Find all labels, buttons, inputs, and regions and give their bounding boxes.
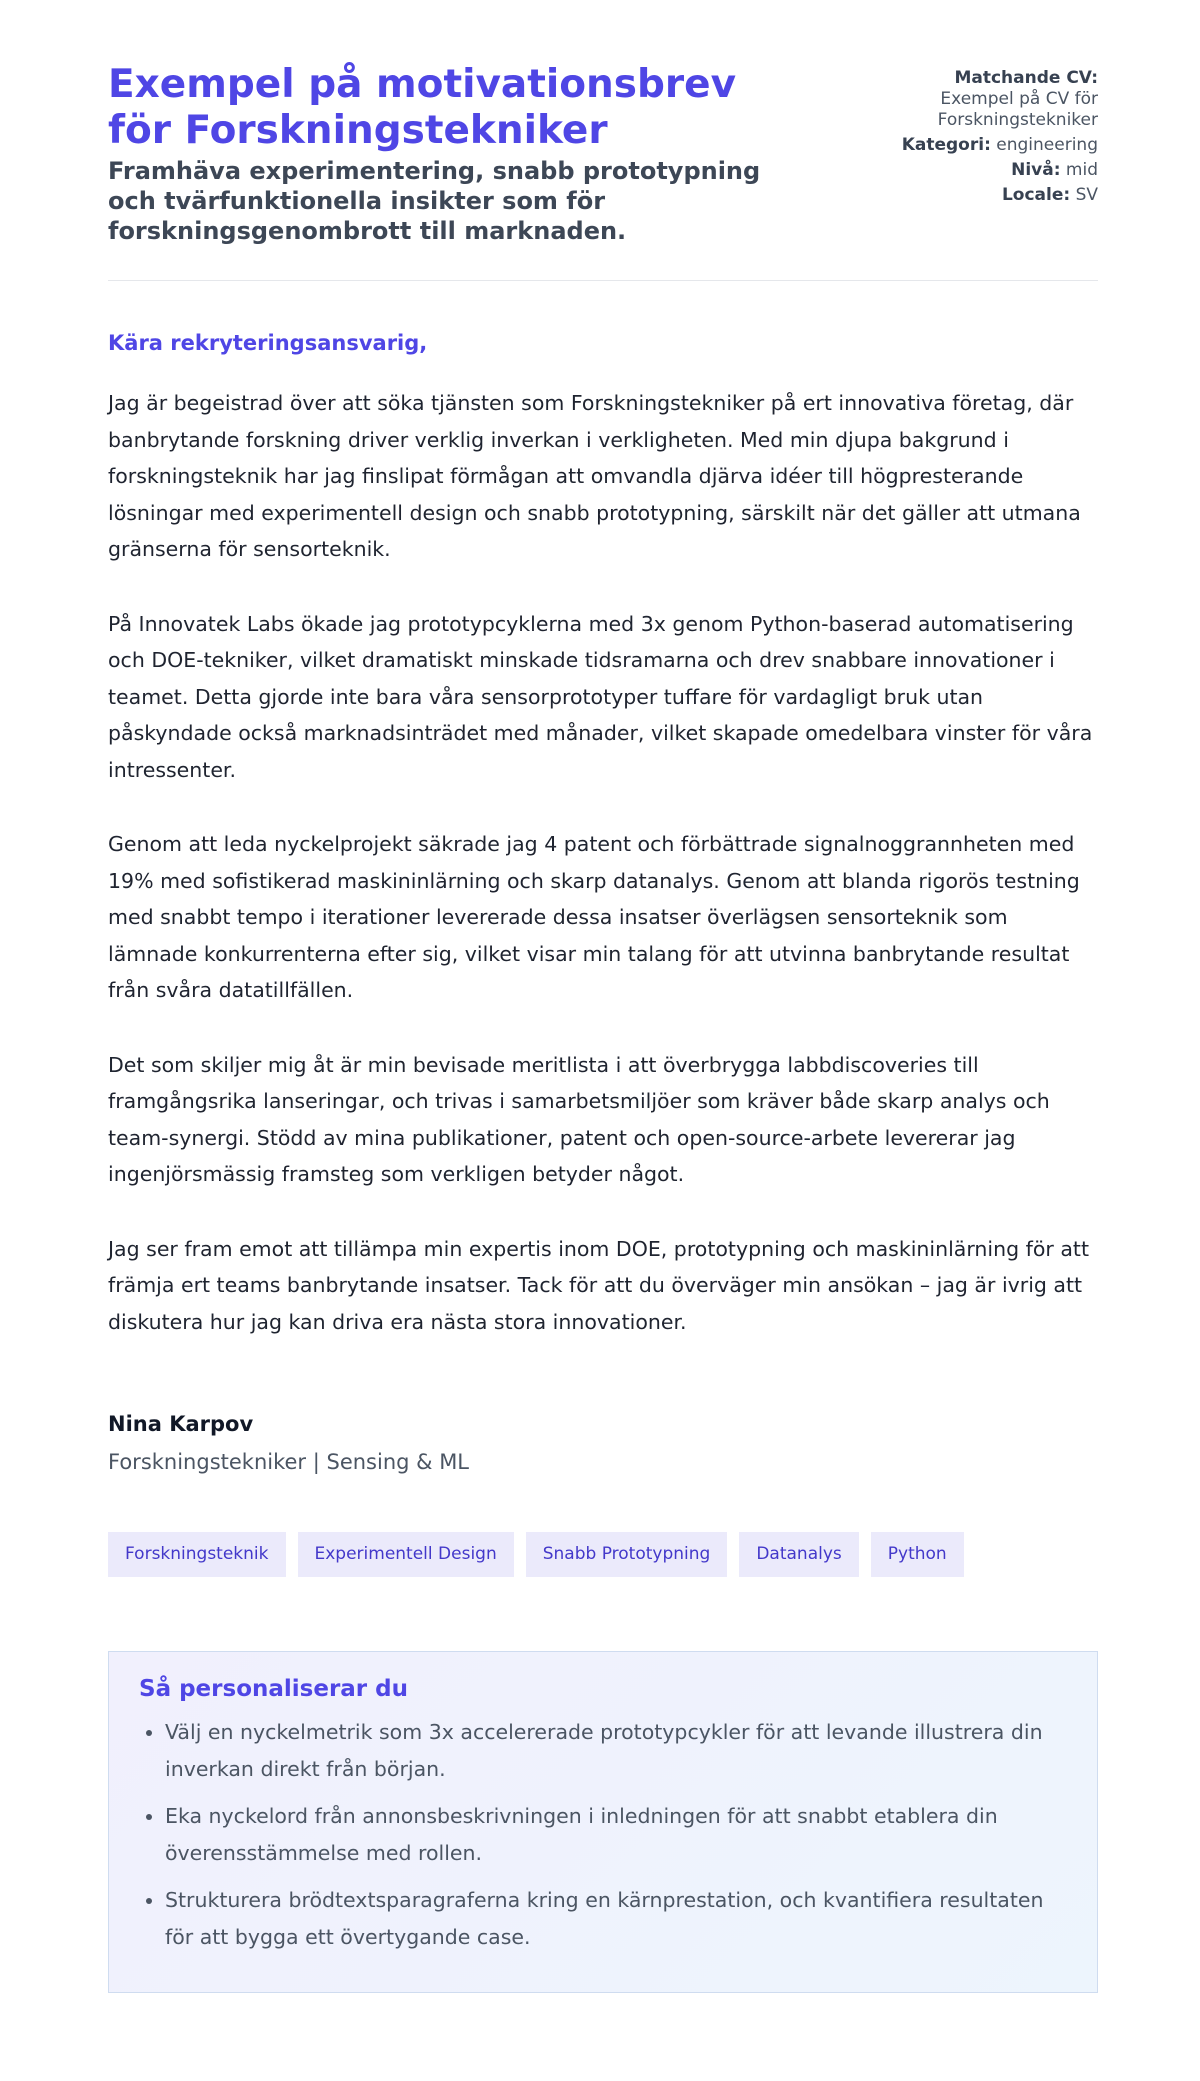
page-subtitle: Framhäva experimentering, snabb prototypning och tvärfunktionella insikter som för forskningsgenombrott till marknaden. bbox=[108, 157, 761, 245]
tag: Forskningsteknik bbox=[108, 1532, 286, 1577]
tip-item: • Strukturera brödtextsparagraferna kring en kärnprestation, och kvantifiera resultaten för att bygga ett övertygande case. bbox=[165, 1882, 1067, 1956]
header bbox=[108, 62, 1098, 281]
tag: Snabb Prototypning bbox=[526, 1532, 728, 1577]
paragraph: Det som skiljer mig åt är min bevisade meritlista i att överbrygga labbdiscoveries till framgångsrika lanseringar, och trivas i samarbetsmiljöer som kräver både skarp analys och team-synergi. Stödd av mina publikationer, patent och open-source-arbete levererar jag ingenjörsmässig framsteg som verkligen betyder något. bbox=[108, 1052, 1050, 1186]
level-label: Nivå: bbox=[1011, 160, 1061, 180]
locale-label: Locale: bbox=[1001, 185, 1071, 205]
tips-title: Så personaliserar du bbox=[139, 1676, 408, 1702]
skill-tags bbox=[108, 1532, 1098, 1577]
category-label: Kategori: bbox=[901, 135, 991, 155]
personalization-tips bbox=[108, 1651, 1098, 1993]
signature-name: Nina Karpov bbox=[108, 1412, 254, 1436]
greeting: Kära rekryteringsansvarig, bbox=[108, 331, 428, 355]
tag: Datanalys bbox=[739, 1532, 858, 1577]
cover-letter-page bbox=[108, 62, 1098, 1993]
cv-label: Matchande CV: bbox=[954, 68, 1098, 88]
meta-panel bbox=[805, 68, 1098, 210]
paragraph: Jag ser fram emot att tillämpa min expertis inom DOE, prototypning och maskininlärning för att främja ert teams banbrytande insatser. Tack för att du överväger min ansökan – jag är ivrig att diskutera hur jag kan driva era nästa stora innovationer. bbox=[108, 1236, 1089, 1334]
tip-item: • Eka nyckelord från annonsbeskrivningen i inledningen för att snabbt etablera din överensstämmelse med rollen. bbox=[165, 1798, 1067, 1872]
paragraph: Genom att leda nyckelprojekt säkrade jag 4 patent och förbättrade signalnoggrannheten med 19% med sofistikerad maskininlärning och skarp datanalys. Genom att blanda rigorös testning med snabbt tempo i iterationer levererade dessa insatser överlägsen sensorteknik som lämnade konkurrenterna efter sig, vilket visar min talang för att utvinna banbrytande resultat från svåra datatillfällen. bbox=[108, 832, 1080, 1002]
paragraph: Jag är begeistrad över att söka tjänsten som Forskningstekniker på ert innovativa företag, där banbrytande forskning driver verklig inverkan i verkligheten. Med min djupa bakgrund i forskningsteknik har jag finslipat förmågan att omvandla djärva idéer till högpresterande lösningar med experimentell design och snabb prototypning, särskilt när det gäller att utmana gränserna för sensorteknik. bbox=[108, 391, 1081, 561]
tag: Python bbox=[871, 1532, 964, 1577]
signature-title: Forskningstekniker | Sensing & ML bbox=[108, 1450, 470, 1474]
tag: Experimentell Design bbox=[298, 1532, 514, 1577]
category-value: engineering bbox=[996, 135, 1098, 155]
letter-body bbox=[108, 385, 1098, 1340]
level-value: mid bbox=[1065, 160, 1098, 180]
locale-value: SV bbox=[1075, 185, 1098, 205]
cv-link[interactable]: Exempel på CV för Forskningstekniker bbox=[937, 89, 1098, 130]
paragraph: På Innovatek Labs ökade jag prototypcyklerna med 3x genom Python-baserad automatisering och DOE-tekniker, vilket dramatiskt minskade tidsramarna och drev snabbare innovationer i teamet. Detta gjorde inte bara våra sensorprototyper tuffare för vardagligt bruk utan påskyndade också marknadsinträdet med månader, vilket skapade omedelbara vinster för våra intressenter. bbox=[108, 611, 1093, 782]
tip-item: • Välj en nyckelmetrik som 3x accelererade prototypcykler för att levande illustrera din inverkan direkt från början. bbox=[165, 1714, 1067, 1788]
page-title: Exempel på motivationsbrev för Forskningstekniker bbox=[108, 62, 736, 153]
